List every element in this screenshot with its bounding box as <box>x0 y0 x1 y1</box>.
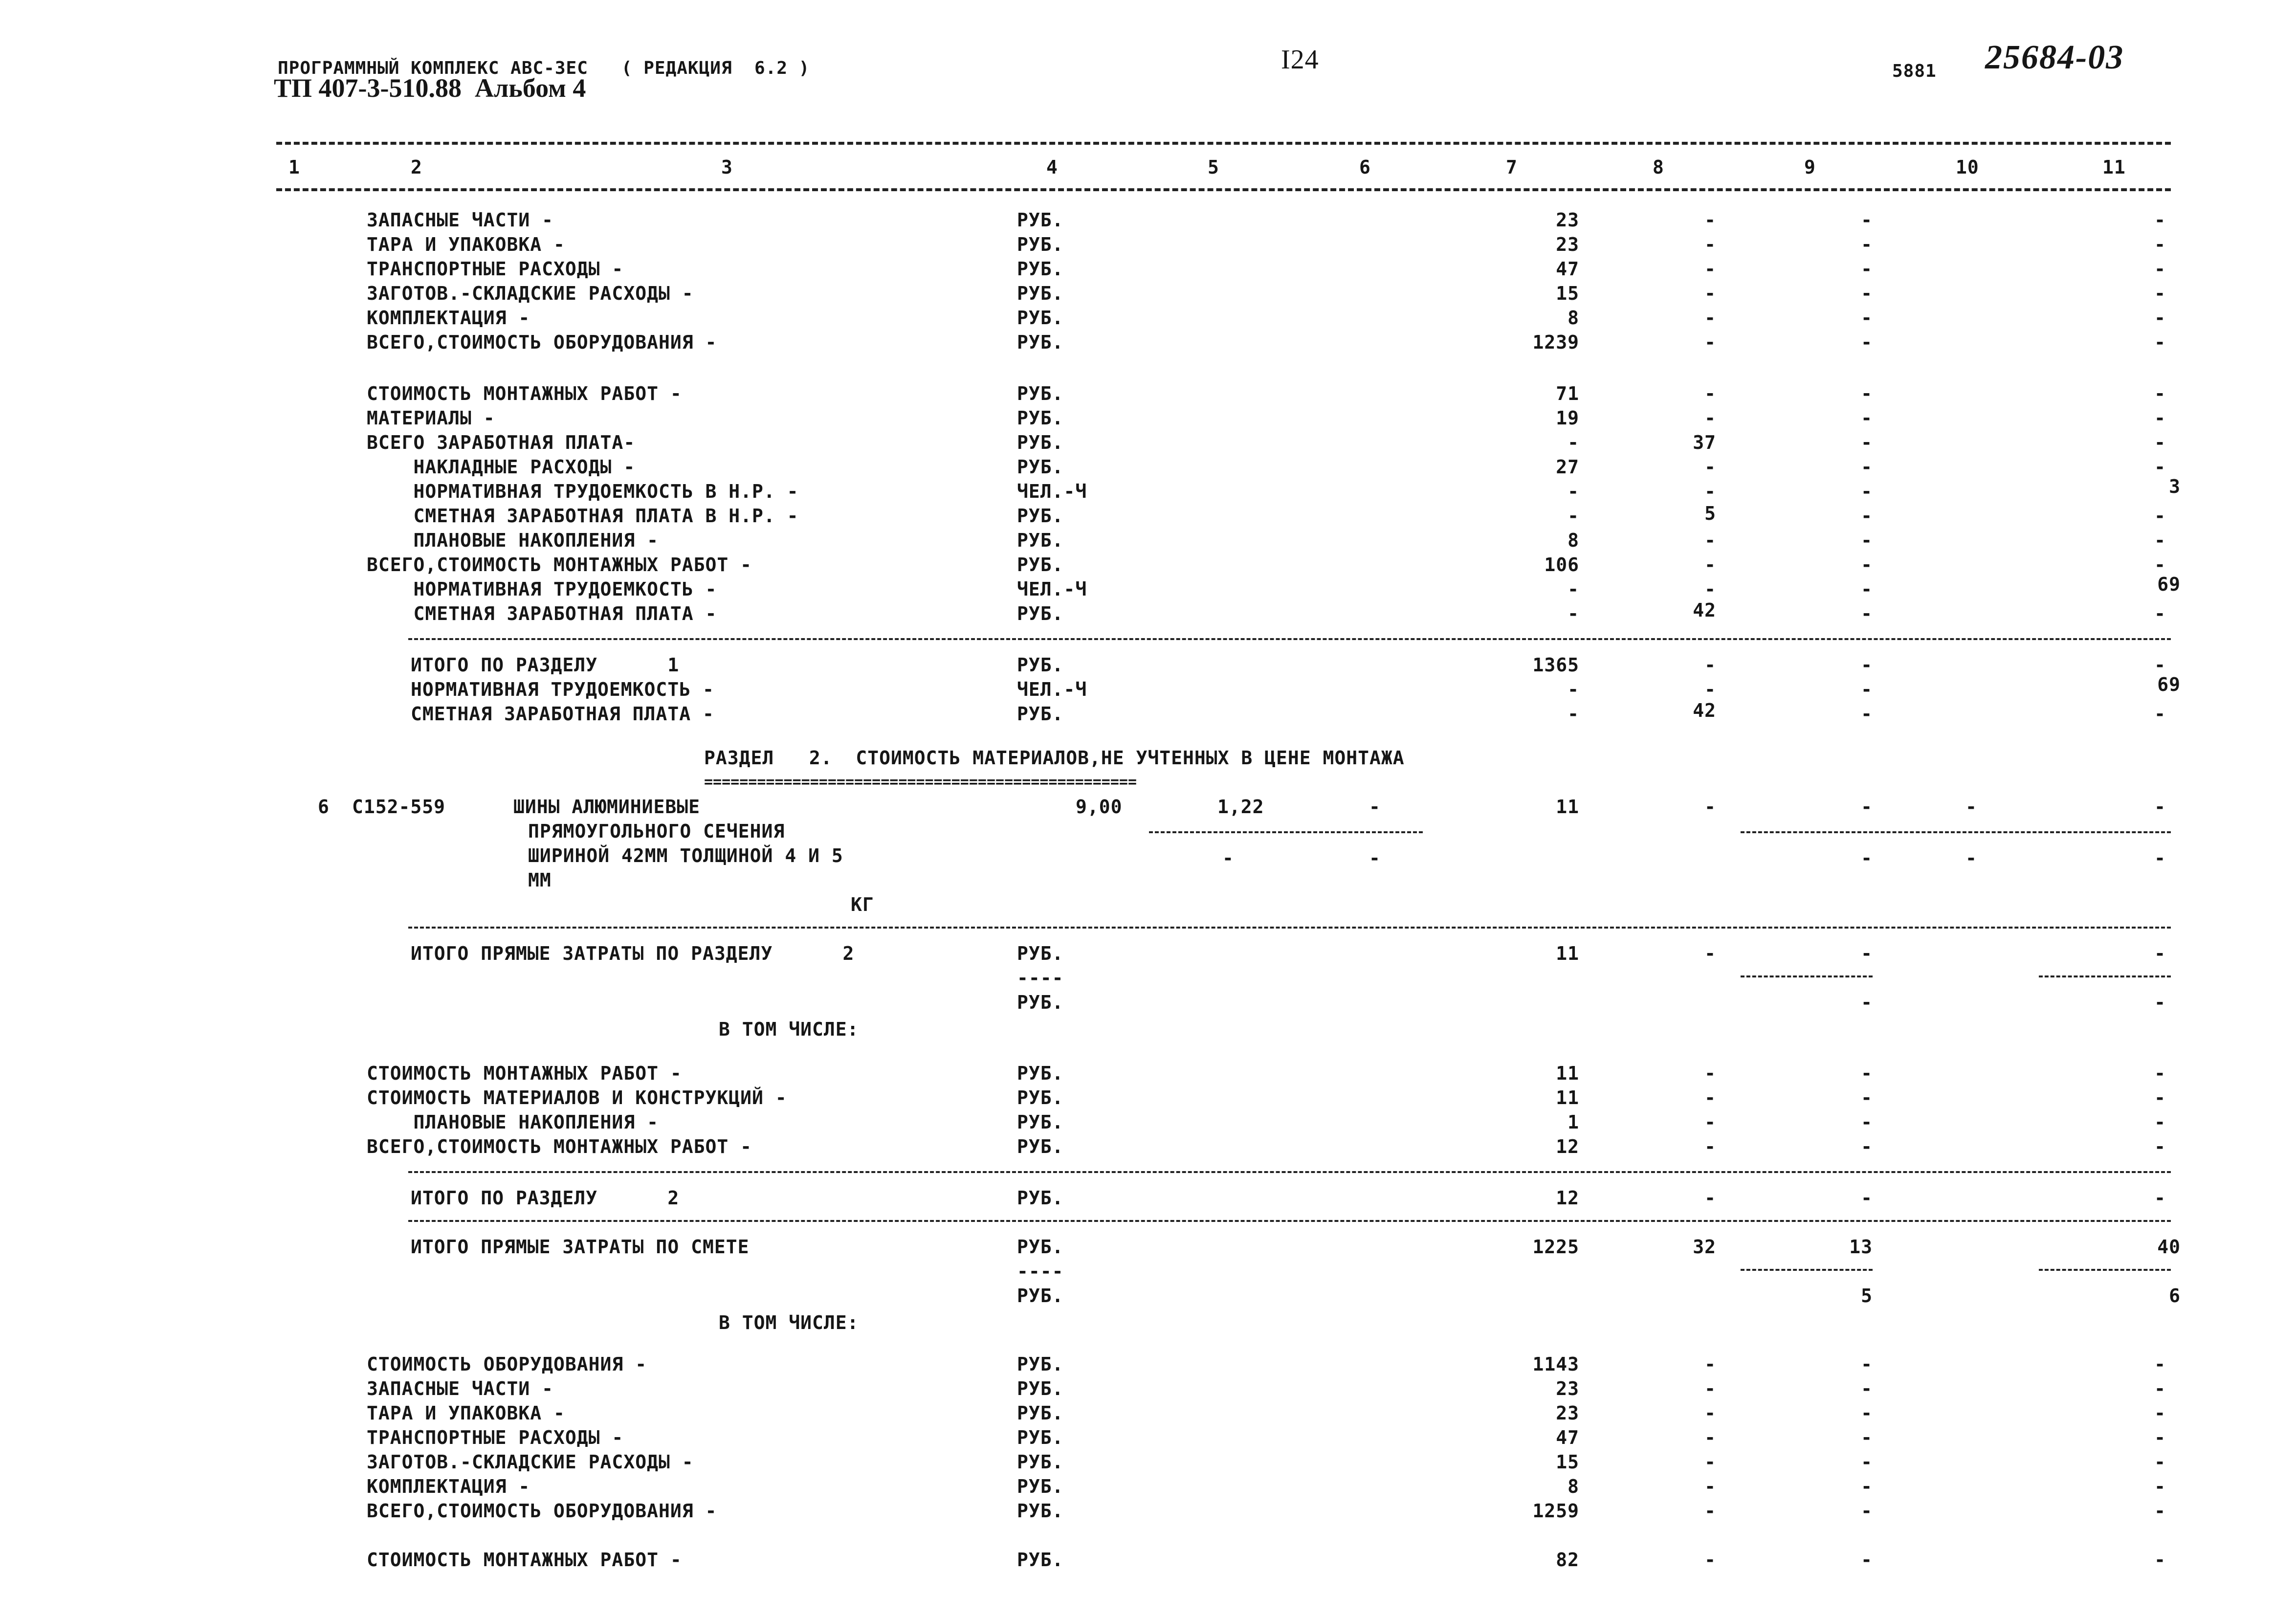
row-label: НАКЛАДНЫЕ РАСХОДЫ - <box>367 456 636 478</box>
row-unit: РУБ. <box>1017 407 1064 429</box>
row-col9: 13 <box>1849 1236 1873 1258</box>
row-col9: - <box>1861 1087 1873 1108</box>
row-col8: - <box>1704 1476 1716 1497</box>
row-col7: 23 <box>1556 1378 1579 1399</box>
row-col7: 19 <box>1556 407 1579 429</box>
row-label: ИТОГО ПО РАЗДЕЛУ 2 <box>411 1187 680 1209</box>
row-col8: - <box>1704 1353 1716 1375</box>
row-label: ВСЕГО ЗАРАБОТНАЯ ПЛАТА- <box>367 432 636 453</box>
row-col7: 1 <box>1567 1111 1579 1133</box>
row-col7: 47 <box>1556 1427 1579 1448</box>
row-unit-separator: ---- <box>1017 1261 1064 1282</box>
page-number: I24 <box>1281 44 1319 75</box>
row-col7: 15 <box>1556 283 1579 304</box>
item-col10: - <box>1965 796 1977 818</box>
row-col11: - <box>2154 258 2166 280</box>
row-label: ТАРА И УПАКОВКА - <box>367 234 565 255</box>
row-col9: - <box>1861 481 1873 502</box>
row-col8: - <box>1704 258 1716 280</box>
item-name-line-4: ММ <box>528 869 552 891</box>
col-num-5: 5 <box>1208 156 1219 178</box>
row-col9: - <box>1861 456 1873 478</box>
item-col11: - <box>2154 796 2166 818</box>
row-col11: - <box>2154 432 2166 453</box>
section1-total-rule <box>408 638 2171 640</box>
row-col7: - <box>1567 703 1579 725</box>
row-col9: - <box>1861 1187 1873 1209</box>
row-col11: - <box>2154 332 2166 353</box>
row-col9-lower: 5 <box>1861 1285 1873 1307</box>
row-label: СТОИМОСТЬ ОБОРУДОВАНИЯ - <box>367 1353 647 1375</box>
row-col11-lower: - <box>2154 992 2166 1013</box>
row-col11: 3 <box>2169 476 2181 497</box>
row-unit: РУБ. <box>1017 1402 1064 1424</box>
row-unit: РУБ. <box>1017 1451 1064 1473</box>
row-unit: РУБ. <box>1017 1427 1064 1448</box>
row-col9: - <box>1861 283 1873 304</box>
row-label: ЗАПАСНЫЕ ЧАСТИ - <box>367 1378 554 1399</box>
row-col9: - <box>1861 1353 1873 1375</box>
item-col11-lower: - <box>2154 847 2166 869</box>
row-unit-secondary: РУБ. <box>1017 1285 1064 1307</box>
row-label: СТОИМОСТЬ МОНТАЖНЫХ РАБОТ - <box>367 1063 682 1084</box>
row-col8: - <box>1704 456 1716 478</box>
row-col11: - <box>2154 209 2166 231</box>
row-col9: - <box>1861 432 1873 453</box>
row-unit: РУБ. <box>1017 283 1064 304</box>
row-col8: - <box>1704 307 1716 329</box>
row-col9: - <box>1861 1427 1873 1448</box>
row-col9: - <box>1861 505 1873 527</box>
row-label: НОРМАТИВНАЯ ТРУДОЕМКОСТЬ В Н.Р. - <box>367 481 799 502</box>
row-col11: - <box>2154 1549 2166 1571</box>
row-col8: - <box>1704 234 1716 255</box>
row-col9: - <box>1861 383 1873 404</box>
row-col11: - <box>2154 1378 2166 1399</box>
row-col11: - <box>2154 1111 2166 1133</box>
row-col8: 42 <box>1693 700 1716 721</box>
row-col9: - <box>1861 258 1873 280</box>
row-label: КОМПЛЕКТАЦИЯ - <box>367 1476 530 1497</box>
row-col11: - <box>2154 407 2166 429</box>
row-col11: - <box>2154 1087 2166 1108</box>
col9-split-rule <box>1741 975 1873 977</box>
row-col8: - <box>1704 407 1716 429</box>
row-col7: 1143 <box>1532 1353 1579 1375</box>
row-col7: 15 <box>1556 1451 1579 1473</box>
row-col11: - <box>2154 603 2166 624</box>
row-label: СТОИМОСТЬ МОНТАЖНЫХ РАБОТ - <box>367 383 682 404</box>
row-label: ВСЕГО,СТОИМОСТЬ МОНТАЖНЫХ РАБОТ - <box>367 554 752 576</box>
row-col11: - <box>2154 1063 2166 1084</box>
row-col7: 12 <box>1556 1187 1579 1209</box>
section2-direct-rule <box>408 927 2171 929</box>
row-col8: - <box>1704 578 1716 600</box>
row-col9: - <box>1861 1500 1873 1522</box>
col11-split-rule <box>2039 975 2171 977</box>
row-col7: - <box>1567 505 1579 527</box>
row-unit: РУБ. <box>1017 456 1064 478</box>
row-label: ВСЕГО,СТОИМОСТЬ МОНТАЖНЫХ РАБОТ - <box>367 1136 752 1157</box>
row-col8: - <box>1704 943 1716 964</box>
row-col7: - <box>1567 603 1579 624</box>
row-col9: - <box>1861 530 1873 551</box>
row-col9: - <box>1861 1111 1873 1133</box>
row-col8: - <box>1704 1087 1716 1108</box>
row-col7: - <box>1567 481 1579 502</box>
row-col8: - <box>1704 1427 1716 1448</box>
section2-total-rule <box>408 1171 2171 1173</box>
row-unit: РУБ. <box>1017 603 1064 624</box>
row-col9: - <box>1861 1063 1873 1084</box>
col-num-9: 9 <box>1804 156 1816 178</box>
header-top-rule <box>276 142 2171 145</box>
row-col11: - <box>2154 383 2166 404</box>
item-col6: - <box>1369 796 1381 818</box>
row-unit: РУБ. <box>1017 943 1064 964</box>
row-col9: - <box>1861 307 1873 329</box>
row-col9: - <box>1861 554 1873 576</box>
row-unit: РУБ. <box>1017 1236 1064 1258</box>
row-unit: РУБ. <box>1017 1353 1064 1375</box>
estimate-total-rule <box>408 1220 2171 1222</box>
row-col8: - <box>1704 1549 1716 1571</box>
row-label: КОМПЛЕКТАЦИЯ - <box>367 307 530 329</box>
item-col8: - <box>1704 796 1716 818</box>
row-col9: - <box>1861 943 1873 964</box>
row-col11: - <box>2154 1427 2166 1448</box>
row-unit: РУБ. <box>1017 1111 1064 1133</box>
row-unit: ЧЕЛ.-Ч <box>1017 679 1087 700</box>
row-label: ЗАГОТОВ.-СКЛАДСКИЕ РАСХОДЫ - <box>367 283 694 304</box>
item-code: С152-559 <box>352 796 446 818</box>
row-col7: 1259 <box>1532 1500 1579 1522</box>
including-label: В ТОМ ЧИСЛЕ: <box>719 1312 859 1333</box>
section2-title-underline: ================================================= <box>704 774 1137 791</box>
item-name-line-1: ШИНЫ АЛЮМИНИЕВЫЕ <box>513 796 701 818</box>
including-label: В ТОМ ЧИСЛЕ: <box>719 1019 859 1040</box>
item-split-rule-left <box>1149 831 1423 833</box>
row-unit: РУБ. <box>1017 1549 1064 1571</box>
row-unit: РУБ. <box>1017 530 1064 551</box>
row-col11: - <box>2154 1187 2166 1209</box>
item-col9: - <box>1861 796 1873 818</box>
row-col9-lower: - <box>1861 992 1873 1013</box>
item-col5: 1,22 <box>1217 796 1264 818</box>
row-label: ВСЕГО,СТОИМОСТЬ ОБОРУДОВАНИЯ - <box>367 332 717 353</box>
row-col9: - <box>1861 578 1873 600</box>
row-label: СМЕТНАЯ ЗАРАБОТНАЯ ПЛАТА - <box>367 603 717 624</box>
row-col11: - <box>2154 1136 2166 1157</box>
row-col8: - <box>1704 209 1716 231</box>
row-col8: - <box>1704 283 1716 304</box>
row-col11: - <box>2154 943 2166 964</box>
row-col8: - <box>1704 1378 1716 1399</box>
row-col9: - <box>1861 332 1873 353</box>
project-title: ТП 407-3-510.88 Альбом 4 <box>274 73 586 103</box>
row-col11: - <box>2154 505 2166 527</box>
row-col7: 23 <box>1556 234 1579 255</box>
row-col9: - <box>1861 1378 1873 1399</box>
item-number: 6 <box>318 796 330 818</box>
item-split-rule-right <box>1741 831 2171 833</box>
row-unit: РУБ. <box>1017 1063 1064 1084</box>
item-col10-lower: - <box>1965 847 1977 869</box>
col-num-11: 11 <box>2102 156 2126 178</box>
row-col9: - <box>1861 234 1873 255</box>
row-label: СМЕТНАЯ ЗАРАБОТНАЯ ПЛАТА - <box>411 703 714 725</box>
row-col8: - <box>1704 530 1716 551</box>
col-num-6: 6 <box>1359 156 1371 178</box>
section2-title: РАЗДЕЛ 2. СТОИМОСТЬ МАТЕРИАЛОВ,НЕ УЧТЕННЫХ В ЦЕНЕ МОНТАЖА <box>704 747 1405 769</box>
row-unit: РУБ. <box>1017 1378 1064 1399</box>
row-col11: - <box>2154 1500 2166 1522</box>
row-col7: 11 <box>1556 943 1579 964</box>
item-col5-lower: - <box>1222 847 1234 869</box>
row-col9: - <box>1861 679 1873 700</box>
col-num-2: 2 <box>411 156 422 178</box>
row-label: НОРМАТИВНАЯ ТРУДОЕМКОСТЬ - <box>367 578 717 600</box>
code-prefix: 5881 <box>1892 61 1937 81</box>
row-col8: - <box>1704 654 1716 676</box>
program-header: ПРОГРАММНЫЙ КОМПЛЕКС АВС-3ЕС ( РЕДАКЦИЯ 6.2 ) <box>278 58 810 78</box>
row-label: ИТОГО ПРЯМЫЕ ЗАТРАТЫ ПО РАЗДЕЛУ 2 <box>411 943 855 964</box>
row-col8: - <box>1704 481 1716 502</box>
row-unit: ЧЕЛ.-Ч <box>1017 578 1087 600</box>
item-unit: КГ <box>851 894 874 915</box>
row-col7: 106 <box>1544 554 1579 576</box>
row-label: ЗАПАСНЫЕ ЧАСТИ - <box>367 209 554 231</box>
row-col9: - <box>1861 1549 1873 1571</box>
row-unit: РУБ. <box>1017 307 1064 329</box>
row-col8: - <box>1704 1063 1716 1084</box>
row-label: ТРАНСПОРТНЫЕ РАСХОДЫ - <box>367 1427 624 1448</box>
row-col7: 1239 <box>1532 332 1579 353</box>
row-col11: - <box>2154 234 2166 255</box>
row-col7: - <box>1567 578 1579 600</box>
item-col6-lower: - <box>1369 847 1381 869</box>
row-col7: 71 <box>1556 383 1579 404</box>
row-col8: - <box>1704 679 1716 700</box>
row-col9: - <box>1861 703 1873 725</box>
row-label: НОРМАТИВНАЯ ТРУДОЕМКОСТЬ - <box>411 679 714 700</box>
row-col7: 23 <box>1556 1402 1579 1424</box>
row-label: СМЕТНАЯ ЗАРАБОТНАЯ ПЛАТА В Н.Р. - <box>367 505 799 527</box>
row-col7: 1225 <box>1532 1236 1579 1258</box>
row-col7: - <box>1567 432 1579 453</box>
row-col8: 32 <box>1693 1236 1716 1258</box>
row-col7: 23 <box>1556 209 1579 231</box>
row-col11: - <box>2154 456 2166 478</box>
row-col7: 27 <box>1556 456 1579 478</box>
col-num-10: 10 <box>1956 156 1979 178</box>
row-col7: 11 <box>1556 1063 1579 1084</box>
row-unit: РУБ. <box>1017 432 1064 453</box>
row-col9: - <box>1861 1136 1873 1157</box>
row-unit: РУБ. <box>1017 332 1064 353</box>
col-num-4: 4 <box>1046 156 1058 178</box>
item-name-line-2: ПРЯМОУГОЛЬНОГО СЕЧЕНИЯ <box>528 820 785 842</box>
row-col11-lower: 6 <box>2169 1285 2181 1307</box>
row-col7: 8 <box>1567 530 1579 551</box>
col-num-3: 3 <box>721 156 733 178</box>
row-label: ТАРА И УПАКОВКА - <box>367 1402 565 1424</box>
row-col8: - <box>1704 1111 1716 1133</box>
row-col8: 42 <box>1693 599 1716 621</box>
row-unit: РУБ. <box>1017 505 1064 527</box>
row-unit: РУБ. <box>1017 258 1064 280</box>
header-bottom-rule <box>276 188 2171 191</box>
row-label: СТОИМОСТЬ МОНТАЖНЫХ РАБОТ - <box>367 1549 682 1571</box>
row-col7: 8 <box>1567 1476 1579 1497</box>
item-col7: 11 <box>1556 796 1579 818</box>
item-name-line-3: ШИРИНОЙ 42ММ ТОЛЩИНОЙ 4 И 5 <box>528 845 843 866</box>
row-col7: 8 <box>1567 307 1579 329</box>
row-col11: - <box>2154 283 2166 304</box>
row-unit-separator: ---- <box>1017 967 1064 989</box>
row-col9: - <box>1861 603 1873 624</box>
row-col11: - <box>2154 654 2166 676</box>
row-col8: - <box>1704 1500 1716 1522</box>
row-col9: - <box>1861 209 1873 231</box>
row-col9: - <box>1861 407 1873 429</box>
row-col8: - <box>1704 1402 1716 1424</box>
row-col8: - <box>1704 1451 1716 1473</box>
row-label: ВСЕГО,СТОИМОСТЬ ОБОРУДОВАНИЯ - <box>367 1500 717 1522</box>
row-col9: - <box>1861 654 1873 676</box>
row-col11: - <box>2154 307 2166 329</box>
row-col8: - <box>1704 383 1716 404</box>
row-col8: - <box>1704 332 1716 353</box>
item-col4: 9,00 <box>1076 796 1123 818</box>
row-col11: - <box>2154 1476 2166 1497</box>
row-col7: 82 <box>1556 1549 1579 1571</box>
row-unit: РУБ. <box>1017 383 1064 404</box>
row-col8: - <box>1704 554 1716 576</box>
col-num-8: 8 <box>1653 156 1664 178</box>
row-unit: РУБ. <box>1017 703 1064 725</box>
row-unit: РУБ. <box>1017 1476 1064 1497</box>
row-unit: РУБ. <box>1017 554 1064 576</box>
row-col11: - <box>2154 554 2166 576</box>
row-col11: 69 <box>2157 674 2181 695</box>
row-label: ПЛАНОВЫЕ НАКОПЛЕНИЯ - <box>367 1111 659 1133</box>
row-label: ИТОГО ПРЯМЫЕ ЗАТРАТЫ ПО СМЕТЕ <box>411 1236 750 1258</box>
col-num-1: 1 <box>288 156 300 178</box>
row-col11: 40 <box>2157 1236 2181 1258</box>
row-label: ПЛАНОВЫЕ НАКОПЛЕНИЯ - <box>367 530 659 551</box>
row-unit: РУБ. <box>1017 1500 1064 1522</box>
row-col9: - <box>1861 1451 1873 1473</box>
row-col7: 1365 <box>1532 654 1579 676</box>
col-num-7: 7 <box>1506 156 1518 178</box>
row-label: МАТЕРИАЛЫ - <box>367 407 495 429</box>
row-unit: РУБ. <box>1017 1187 1064 1209</box>
row-col8: - <box>1704 1187 1716 1209</box>
item-col9-lower: - <box>1861 847 1873 869</box>
row-col11: 69 <box>2157 574 2181 595</box>
row-unit-secondary: РУБ. <box>1017 992 1064 1013</box>
row-unit: РУБ. <box>1017 1087 1064 1108</box>
row-col8: - <box>1704 1136 1716 1157</box>
col11-split-rule <box>2039 1269 2171 1271</box>
col9-split-rule <box>1741 1269 1873 1271</box>
row-col9: - <box>1861 1476 1873 1497</box>
row-col11: - <box>2154 530 2166 551</box>
row-col7: - <box>1567 679 1579 700</box>
row-col7: 11 <box>1556 1087 1579 1108</box>
row-label: СТОИМОСТЬ МАТЕРИАЛОВ И КОНСТРУКЦИЙ - <box>367 1087 787 1108</box>
row-col11: - <box>2154 1451 2166 1473</box>
row-col11: - <box>2154 1402 2166 1424</box>
document-number: 25684-03 <box>1985 39 2124 76</box>
row-unit: РУБ. <box>1017 209 1064 231</box>
row-col7: 47 <box>1556 258 1579 280</box>
row-col9: - <box>1861 1402 1873 1424</box>
row-unit: ЧЕЛ.-Ч <box>1017 481 1087 502</box>
row-unit: РУБ. <box>1017 1136 1064 1157</box>
row-col11: - <box>2154 703 2166 725</box>
row-col8: 5 <box>1704 503 1716 524</box>
row-unit: РУБ. <box>1017 234 1064 255</box>
row-label: ИТОГО ПО РАЗДЕЛУ 1 <box>411 654 680 676</box>
row-unit: РУБ. <box>1017 654 1064 676</box>
row-col7: 12 <box>1556 1136 1579 1157</box>
row-label: ТРАНСПОРТНЫЕ РАСХОДЫ - <box>367 258 624 280</box>
row-label: ЗАГОТОВ.-СКЛАДСКИЕ РАСХОДЫ - <box>367 1451 694 1473</box>
row-col11: - <box>2154 1353 2166 1375</box>
row-col8: 37 <box>1693 432 1716 453</box>
